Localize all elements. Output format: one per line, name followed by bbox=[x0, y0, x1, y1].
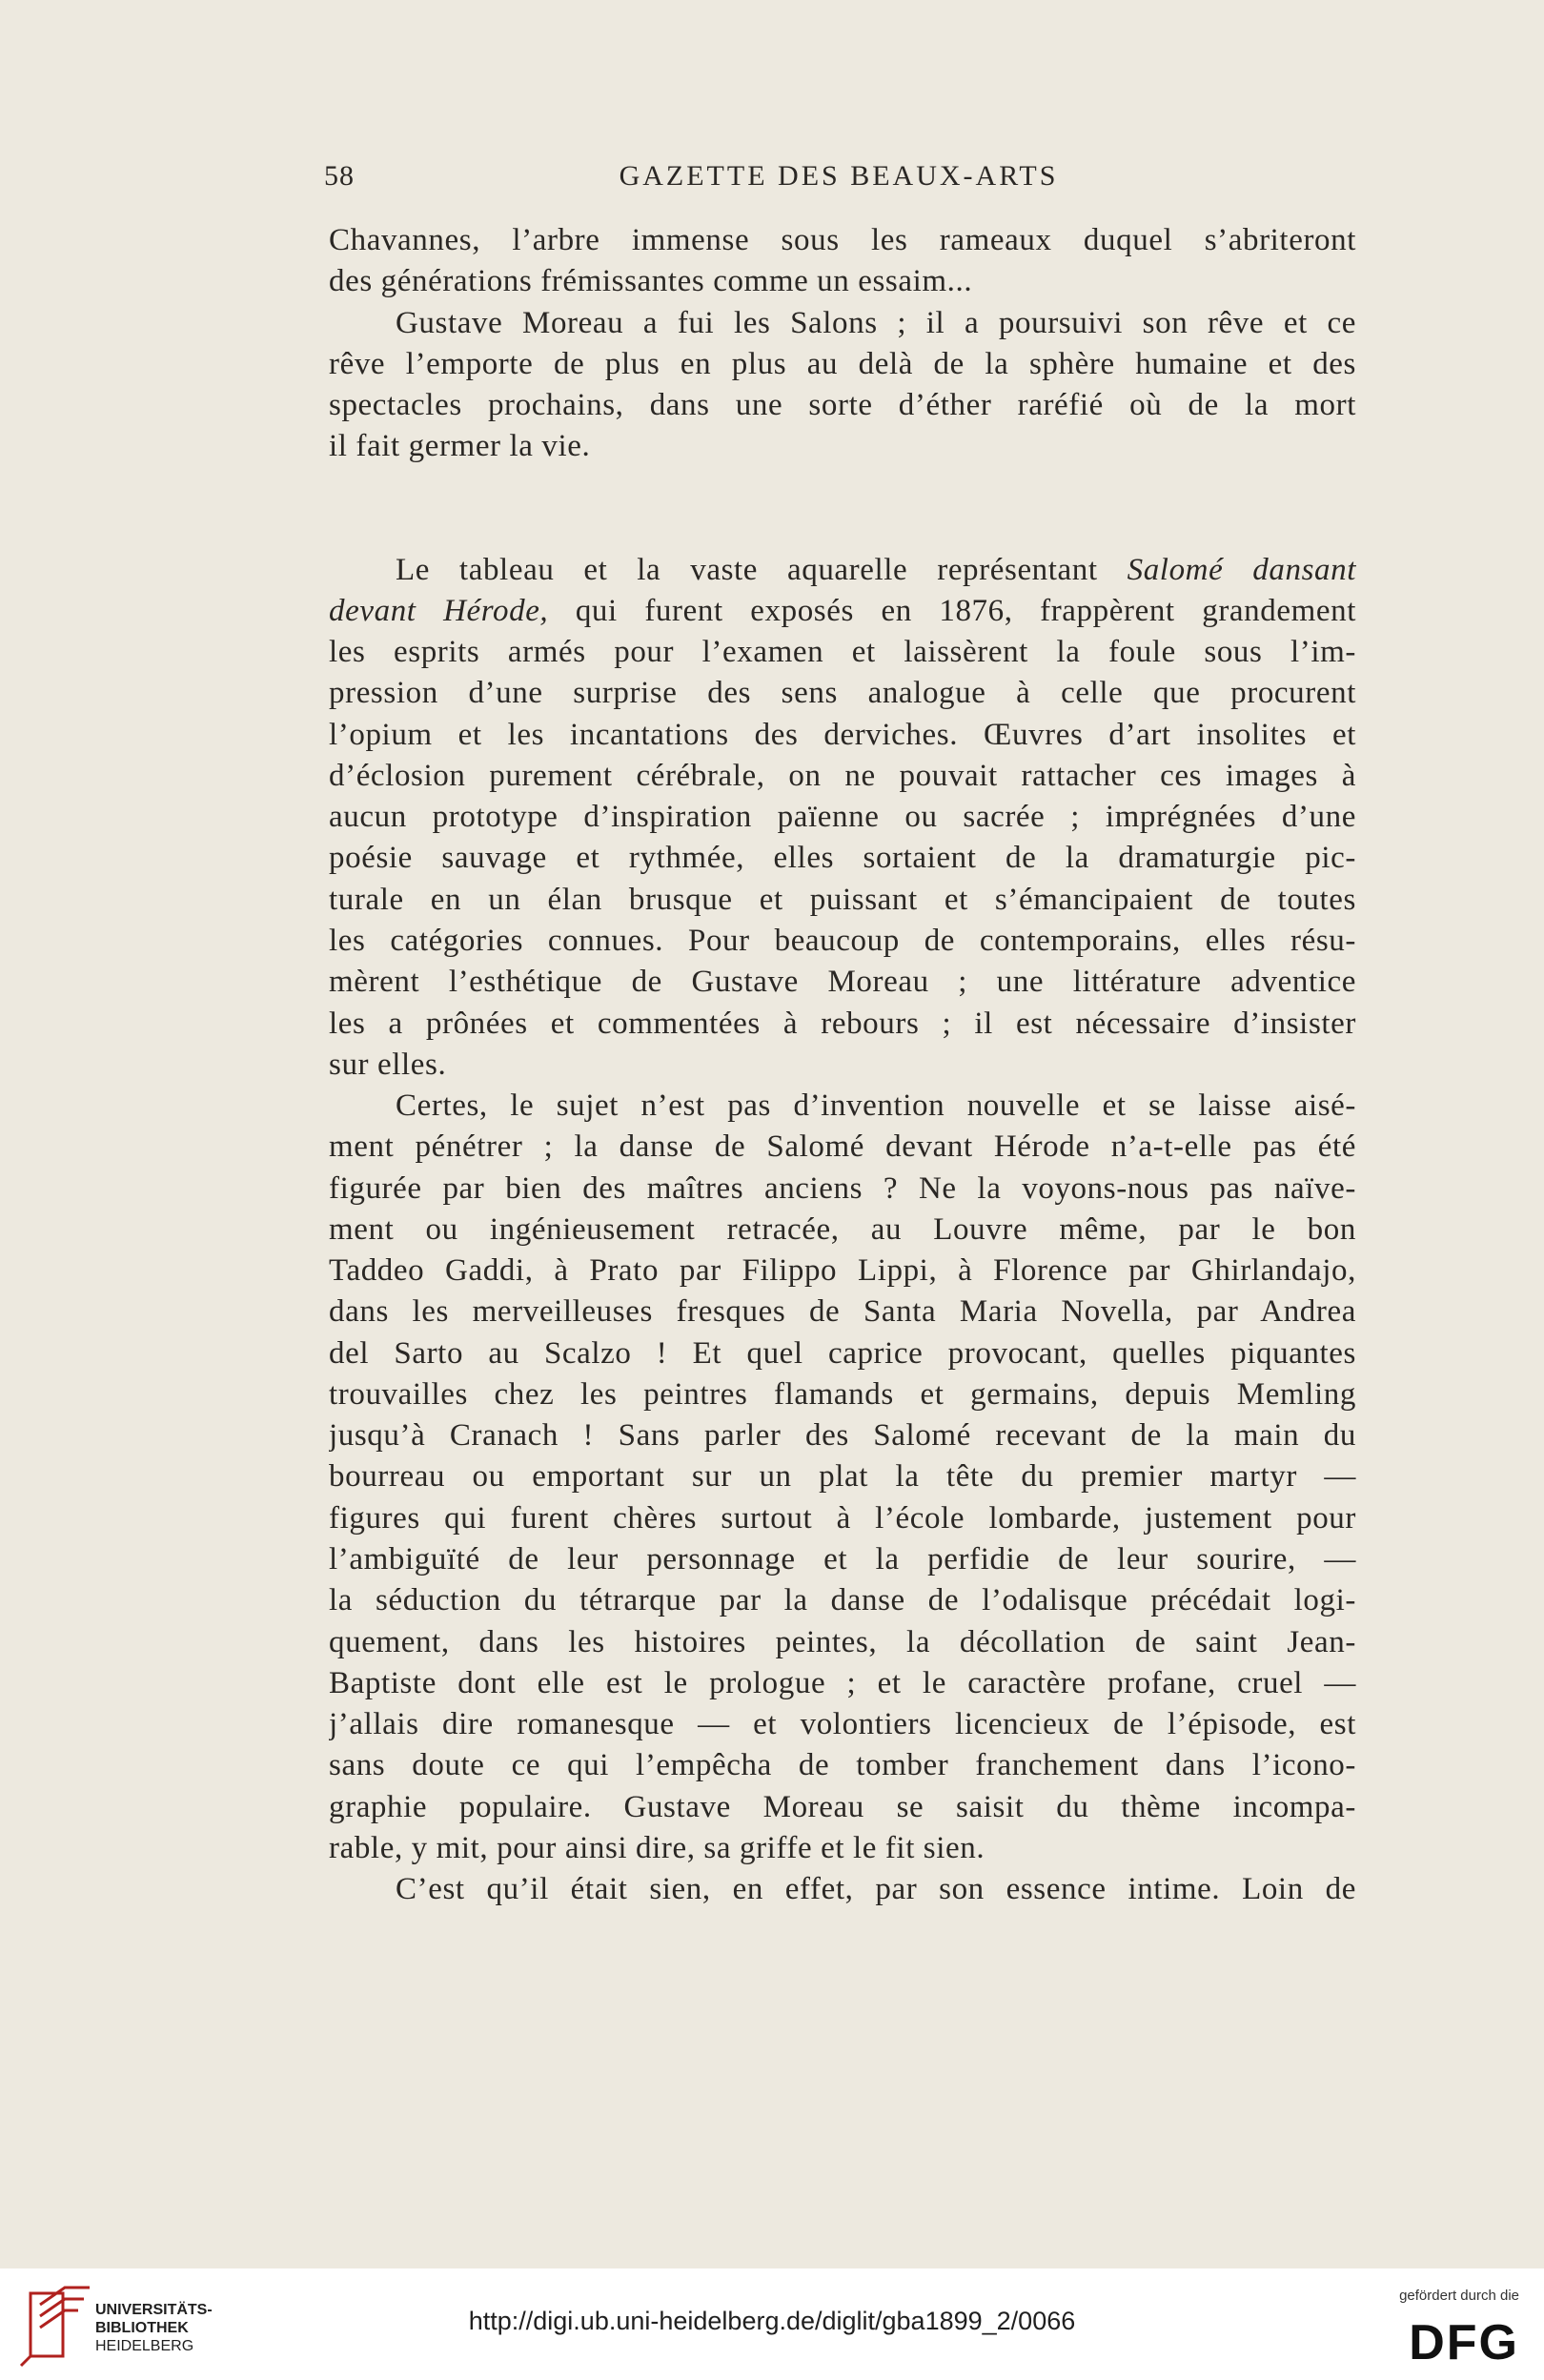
text-line: Gustave Moreau a fui les Salons ; il a poursuivi son rêve et ce bbox=[396, 305, 1356, 340]
text-line: la séduction du tétrarque par la danse de l’odalisque précédait logi- bbox=[329, 1583, 1356, 1618]
text-line: rêve l’emporte de plus en plus au delà de la sphère humaine et des bbox=[329, 346, 1356, 381]
text-line: trouvailles chez les peintres flamands et germains, depuis Memling bbox=[329, 1376, 1356, 1412]
section-gap bbox=[329, 468, 1356, 550]
text-line: Certes, le sujet n’est pas d’invention nouvelle et se laisse aisé- bbox=[396, 1088, 1356, 1124]
text-line: jusqu’à Cranach ! Sans parler des Salomé recevant de la main du bbox=[329, 1418, 1356, 1454]
text-line: ment pénétrer ; la danse de Salomé devant Hérode n’a-t-elle pas été bbox=[329, 1129, 1356, 1165]
journal-title: GAZETTE DES BEAUX-ARTS bbox=[619, 160, 1059, 192]
text-line: poésie sauvage et rythmée, elles sortaient de la dramaturgie pic- bbox=[329, 841, 1356, 876]
text-line: d’éclosion purement cérébrale, on ne pouvait rattacher ces images à bbox=[329, 758, 1356, 793]
library-name: UNIVERSITÄTS- BIBLIOTHEK HEIDELBERG bbox=[95, 2302, 213, 2354]
text-line: figurée par bien des maîtres anciens ? Ne la voyons-nous pas naïve- bbox=[329, 1170, 1356, 1206]
digitization-footer bbox=[0, 2268, 1544, 2380]
text-line: bourreau ou emportant sur un plat la tête du premier martyr — bbox=[329, 1459, 1356, 1495]
text-line: l’opium et les incantations des derviches. Œuvres d’art insolites et bbox=[329, 717, 1356, 752]
text-line: aucun prototype d’inspiration païenne ou sacrée ; imprégnées d’une bbox=[329, 800, 1356, 835]
text-line: sans doute ce qui l’empêcha de tomber franchement dans l’icono- bbox=[329, 1748, 1356, 1783]
text-line: j’allais dire romanesque — et volontiers licencieux de l’épisode, est bbox=[329, 1707, 1356, 1742]
text-line: rable, y mit, pour ainsi dire, sa griffe et le fit sien. bbox=[329, 1830, 985, 1865]
text-line: Chavannes, l’arbre immense sous les rameaux duquel s’abriteront bbox=[329, 223, 1356, 257]
text-line: graphie populaire. Gustave Moreau se saisit du thème incompa- bbox=[329, 1789, 1356, 1824]
text-line: C’est qu’il était sien, en effet, par son essence intime. Loin de bbox=[396, 1872, 1356, 1907]
text-line: il fait germer la vie. bbox=[329, 429, 591, 464]
text-line: figures qui furent chères surtout à l’école lombarde, justement pour bbox=[329, 1500, 1356, 1536]
text-line: des générations frémissantes comme un essaim... bbox=[329, 264, 973, 299]
text-line: Le tableau et la vaste aquarelle représentant Salomé dansant bbox=[396, 552, 1356, 587]
text-line: sur elles. bbox=[329, 1047, 447, 1082]
text-line: spectacles prochains, dans une sorte d’éther raréfié où de la mort bbox=[329, 388, 1356, 423]
text-line: del Sarto au Scalzo ! Et quel caprice provocant, quelles piquantes bbox=[329, 1335, 1356, 1371]
text-line: quement, dans les histoires peintes, la décollation de saint Jean- bbox=[329, 1624, 1356, 1659]
permalink-url[interactable]: http://digi.ub.uni-heidelberg.de/diglit/gba1899_2/0066 bbox=[468, 2307, 1076, 2335]
dfg-logo: DFG bbox=[1409, 2315, 1519, 2370]
text-line: turale en un élan brusque et puissant et s’émancipaient de toutes bbox=[329, 882, 1356, 917]
text-line: les esprits armés pour l’examen et laissèrent la foule sous l’im- bbox=[329, 635, 1356, 670]
text-line: les catégories connues. Pour beaucoup de contemporains, elles résu- bbox=[329, 923, 1356, 958]
page-number: 58 bbox=[324, 160, 355, 192]
text-line: Baptiste dont elle est le prologue ; et le caractère profane, cruel — bbox=[329, 1665, 1356, 1700]
funder-note: gefördert durch die bbox=[1399, 2288, 1519, 2304]
text-line: les a prônées et commentées à rebours ; il est nécessaire d’insister bbox=[329, 1006, 1356, 1041]
text-line: l’ambiguïté de leur personnage et la perfidie de leur sourire, — bbox=[329, 1541, 1356, 1576]
text-line: devant Hérode, qui furent exposés en 1876, frappèrent grandement bbox=[329, 593, 1356, 628]
text-line: dans les merveilleuses fresques de Santa Maria Novella, par Andrea bbox=[329, 1294, 1356, 1330]
body-text bbox=[329, 220, 1356, 1910]
running-head bbox=[324, 160, 1353, 198]
text-line: Taddeo Gaddi, à Prato par Filippo Lippi, à Florence par Ghirlandajo, bbox=[329, 1253, 1356, 1289]
artwork-title: Salomé dansant bbox=[1127, 552, 1356, 587]
text-line: pression d’une surprise des sens analogue à celle que procurent bbox=[329, 676, 1356, 711]
artwork-title: devant Hérode, bbox=[329, 593, 549, 628]
text-line: mèrent l’esthétique de Gustave Moreau ; une littérature adventice bbox=[329, 965, 1356, 1000]
text-line: ment ou ingénieusement retracée, au Louvre même, par le bon bbox=[329, 1211, 1356, 1247]
